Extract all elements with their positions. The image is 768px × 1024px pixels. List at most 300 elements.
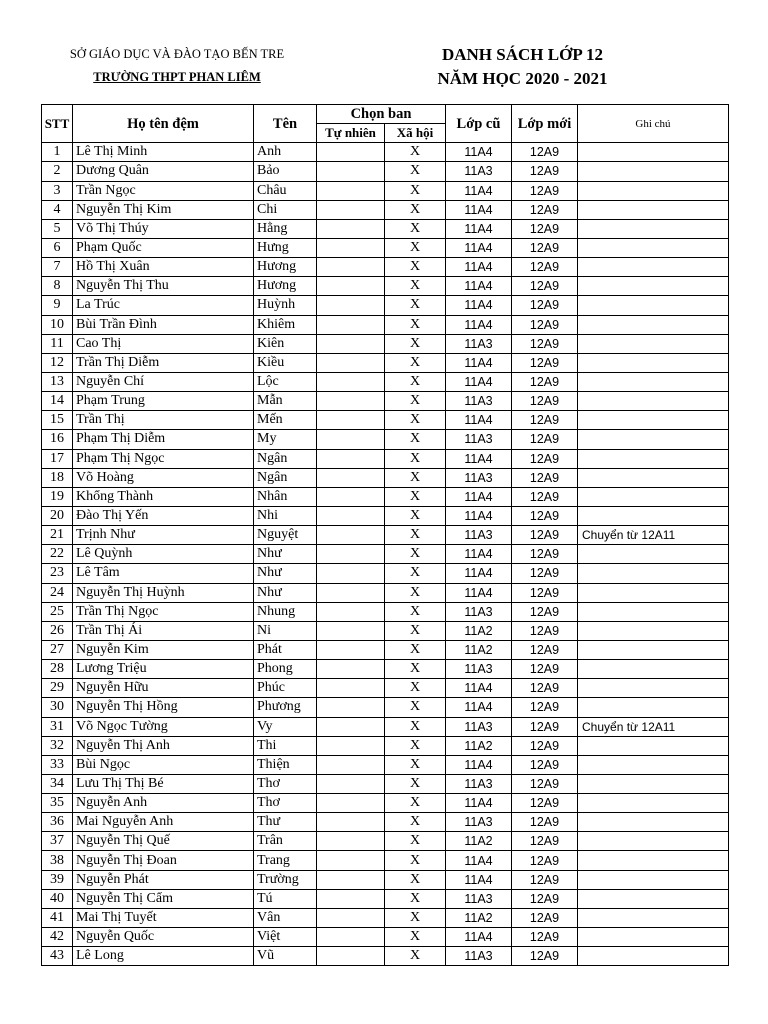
cell-surname: Trịnh Như [73,526,254,545]
cell-note [578,143,729,162]
cell-old-class: 11A3 [446,602,512,621]
cell-name: Phương [254,698,317,717]
cell-old-class: 11A3 [446,526,512,545]
cell-new-class: 12A9 [512,258,578,277]
cell-science [317,813,385,832]
cell-name: Vy [254,717,317,736]
cell-note [578,468,729,487]
cell-science [317,755,385,774]
cell-surname: Phạm Thị Diễm [73,430,254,449]
cell-surname: Nguyễn Thị Đoan [73,851,254,870]
cell-old-class: 11A4 [446,851,512,870]
cell-stt: 37 [42,832,73,851]
cell-old-class: 11A4 [446,487,512,506]
cell-science [317,238,385,257]
cell-social: X [385,468,446,487]
cell-new-class: 12A9 [512,621,578,640]
cell-stt: 40 [42,889,73,908]
cell-note [578,698,729,717]
cell-science [317,928,385,947]
cell-old-class: 11A4 [446,928,512,947]
cell-new-class: 12A9 [512,698,578,717]
cell-surname: Phạm Trung [73,392,254,411]
cell-stt: 11 [42,334,73,353]
cell-old-class: 11A4 [446,219,512,238]
school-year: NĂM HỌC 2020 - 2021 [437,69,608,88]
cell-surname: Nguyễn Thị Thu [73,277,254,296]
cell-new-class: 12A9 [512,334,578,353]
table-row [42,219,729,238]
cell-note [578,813,729,832]
cell-note [578,487,729,506]
cell-new-class: 12A9 [512,717,578,736]
cell-name: Tú [254,889,317,908]
cell-surname: Nguyễn Chí [73,372,254,391]
cell-social: X [385,296,446,315]
cell-old-class: 11A4 [446,353,512,372]
col-old-class-header: Lớp cũ [446,105,512,143]
cell-new-class: 12A9 [512,908,578,927]
cell-note [578,774,729,793]
cell-social: X [385,813,446,832]
col-stt-header: STT [42,105,73,143]
cell-name: Như [254,583,317,602]
table-row [42,353,729,372]
cell-name: Như [254,545,317,564]
table-row [42,526,729,545]
table-row [42,564,729,583]
cell-social: X [385,315,446,334]
cell-social: X [385,506,446,525]
cell-old-class: 11A4 [446,506,512,525]
cell-old-class: 11A4 [446,315,512,334]
cell-new-class: 12A9 [512,889,578,908]
table-row [42,296,729,315]
cell-name: Kiều [254,353,317,372]
cell-old-class: 11A4 [446,449,512,468]
cell-note [578,889,729,908]
table-row [42,928,729,947]
cell-stt: 7 [42,258,73,277]
cell-surname: Lê Thị Minh [73,143,254,162]
table-row [42,372,729,391]
cell-social: X [385,258,446,277]
table-row [42,583,729,602]
cell-surname: Mai Thị Tuyết [73,908,254,927]
cell-social: X [385,640,446,659]
cell-new-class: 12A9 [512,602,578,621]
cell-name: Mến [254,411,317,430]
cell-surname: Nguyễn Quốc [73,928,254,947]
cell-name: Nhung [254,602,317,621]
cell-name: Nhân [254,487,317,506]
cell-old-class: 11A4 [446,296,512,315]
cell-new-class: 12A9 [512,736,578,755]
cell-new-class: 12A9 [512,870,578,889]
cell-science [317,832,385,851]
table-row [42,698,729,717]
cell-note [578,162,729,181]
cell-stt: 26 [42,621,73,640]
cell-science [317,851,385,870]
cell-science [317,468,385,487]
cell-new-class: 12A9 [512,411,578,430]
table-row [42,392,729,411]
cell-stt: 34 [42,774,73,793]
cell-name: Trang [254,851,317,870]
cell-social: X [385,736,446,755]
cell-stt: 3 [42,181,73,200]
cell-stt: 27 [42,640,73,659]
cell-new-class: 12A9 [512,143,578,162]
cell-stt: 42 [42,928,73,947]
cell-stt: 23 [42,564,73,583]
table-row [42,832,729,851]
cell-stt: 17 [42,449,73,468]
cell-stt: 1 [42,143,73,162]
cell-social: X [385,200,446,219]
cell-stt: 36 [42,813,73,832]
cell-new-class: 12A9 [512,487,578,506]
table-row [42,315,729,334]
cell-old-class: 11A4 [446,277,512,296]
table-row [42,813,729,832]
cell-science [317,794,385,813]
table-row [42,487,729,506]
table-body [42,143,729,966]
cell-name: Ngân [254,449,317,468]
cell-new-class: 12A9 [512,813,578,832]
cell-stt: 29 [42,679,73,698]
cell-note [578,794,729,813]
cell-stt: 20 [42,506,73,525]
cell-social: X [385,487,446,506]
cell-old-class: 11A3 [446,774,512,793]
cell-name: Bảo [254,162,317,181]
cell-stt: 2 [42,162,73,181]
col-name-header: Tên [254,105,317,143]
cell-science [317,143,385,162]
cell-old-class: 11A4 [446,411,512,430]
cell-science [317,315,385,334]
cell-social: X [385,162,446,181]
cell-old-class: 11A4 [446,794,512,813]
cell-surname: Nguyễn Hữu [73,679,254,698]
cell-name: Thơ [254,774,317,793]
cell-note [578,258,729,277]
cell-name: Ngân [254,468,317,487]
cell-new-class: 12A9 [512,755,578,774]
cell-surname: Nguyễn Thị Quế [73,832,254,851]
cell-surname: Nguyễn Thị Anh [73,736,254,755]
cell-note [578,602,729,621]
cell-science [317,181,385,200]
cell-old-class: 11A4 [446,372,512,391]
cell-stt: 6 [42,238,73,257]
col-group-header: Chọn ban [317,105,446,124]
cell-stt: 19 [42,487,73,506]
cell-social: X [385,583,446,602]
cell-social: X [385,181,446,200]
cell-social: X [385,947,446,966]
cell-note [578,755,729,774]
cell-social: X [385,238,446,257]
cell-note [578,200,729,219]
cell-new-class: 12A9 [512,372,578,391]
cell-old-class: 11A4 [446,698,512,717]
cell-surname: Khổng Thành [73,487,254,506]
cell-social: X [385,832,446,851]
cell-new-class: 12A9 [512,238,578,257]
cell-note [578,392,729,411]
cell-stt: 22 [42,545,73,564]
cell-science [317,717,385,736]
table-row [42,851,729,870]
cell-social: X [385,277,446,296]
cell-social: X [385,660,446,679]
cell-name: Vũ [254,947,317,966]
cell-stt: 12 [42,353,73,372]
cell-surname: Nguyễn Thị Kim [73,200,254,219]
school-name: TRƯỜNG THPT PHAN LIÊM [93,70,261,84]
cell-name: Thư [254,813,317,832]
cell-new-class: 12A9 [512,296,578,315]
cell-note [578,545,729,564]
cell-name: Thi [254,736,317,755]
cell-social: X [385,717,446,736]
department-name: SỞ GIÁO DỤC VÀ ĐÀO TẠO BẾN TRE [69,47,285,61]
cell-note [578,832,729,851]
cell-science [317,277,385,296]
cell-note [578,621,729,640]
cell-social: X [385,908,446,927]
cell-science [317,640,385,659]
cell-name: Hưng [254,238,317,257]
cell-science [317,947,385,966]
cell-note: Chuyển từ 12A11 [578,717,729,736]
cell-name: Trường [254,870,317,889]
cell-science [317,564,385,583]
cell-name: Châu [254,181,317,200]
cell-name: Thiện [254,755,317,774]
cell-stt: 30 [42,698,73,717]
cell-note [578,660,729,679]
cell-name: Mẫn [254,392,317,411]
cell-surname: Trần Thị [73,411,254,430]
cell-name: Kiên [254,334,317,353]
cell-old-class: 11A4 [446,755,512,774]
cell-surname: Bùi Trần Đình [73,315,254,334]
cell-old-class: 11A3 [446,717,512,736]
cell-stt: 15 [42,411,73,430]
cell-new-class: 12A9 [512,181,578,200]
cell-name: Hằng [254,219,317,238]
cell-old-class: 11A3 [446,430,512,449]
cell-note [578,928,729,947]
cell-old-class: 11A2 [446,832,512,851]
cell-science [317,660,385,679]
cell-name: Như [254,564,317,583]
cell-science [317,736,385,755]
cell-social: X [385,679,446,698]
cell-old-class: 11A4 [446,200,512,219]
cell-stt: 33 [42,755,73,774]
cell-science [317,774,385,793]
cell-new-class: 12A9 [512,640,578,659]
cell-social: X [385,870,446,889]
cell-name: Nguyệt [254,526,317,545]
cell-science [317,372,385,391]
table-row [42,506,729,525]
cell-note [578,372,729,391]
table-row [42,258,729,277]
table-row [42,334,729,353]
table-row [42,621,729,640]
cell-social: X [385,889,446,908]
cell-surname: Trần Thị Ngọc [73,602,254,621]
cell-science [317,296,385,315]
cell-old-class: 11A2 [446,908,512,927]
cell-note [578,449,729,468]
cell-science [317,698,385,717]
cell-stt: 14 [42,392,73,411]
cell-stt: 13 [42,372,73,391]
cell-stt: 38 [42,851,73,870]
cell-social: X [385,774,446,793]
table-row [42,277,729,296]
cell-science [317,411,385,430]
cell-new-class: 12A9 [512,774,578,793]
cell-old-class: 11A4 [446,238,512,257]
table-row [42,640,729,659]
table-row [42,449,729,468]
cell-old-class: 11A2 [446,640,512,659]
cell-new-class: 12A9 [512,277,578,296]
cell-old-class: 11A3 [446,889,512,908]
cell-stt: 18 [42,468,73,487]
cell-old-class: 11A4 [446,181,512,200]
cell-science [317,258,385,277]
cell-science [317,679,385,698]
cell-new-class: 12A9 [512,353,578,372]
table-row [42,794,729,813]
cell-note [578,238,729,257]
cell-surname: Nguyễn Thị Cẩm [73,889,254,908]
cell-stt: 21 [42,526,73,545]
cell-old-class: 11A3 [446,813,512,832]
cell-social: X [385,430,446,449]
cell-social: X [385,334,446,353]
table-row [42,181,729,200]
table-row [42,679,729,698]
table-row [42,411,729,430]
cell-surname: Võ Ngọc Tường [73,717,254,736]
cell-name: Anh [254,143,317,162]
table-row [42,430,729,449]
cell-new-class: 12A9 [512,928,578,947]
cell-surname: Cao Thị [73,334,254,353]
cell-stt: 8 [42,277,73,296]
cell-name: Huỳnh [254,296,317,315]
table-row [42,200,729,219]
cell-new-class: 12A9 [512,449,578,468]
cell-social: X [385,545,446,564]
cell-stt: 43 [42,947,73,966]
cell-old-class: 11A4 [446,870,512,889]
cell-old-class: 11A3 [446,162,512,181]
cell-name: Thơ [254,794,317,813]
cell-social: X [385,621,446,640]
cell-note [578,411,729,430]
cell-science [317,870,385,889]
cell-social: X [385,755,446,774]
cell-science [317,219,385,238]
cell-old-class: 11A3 [446,392,512,411]
cell-new-class: 12A9 [512,583,578,602]
cell-stt: 35 [42,794,73,813]
cell-social: X [385,526,446,545]
cell-new-class: 12A9 [512,794,578,813]
cell-stt: 9 [42,296,73,315]
cell-note [578,315,729,334]
cell-stt: 4 [42,200,73,219]
cell-science [317,487,385,506]
cell-social: X [385,851,446,870]
cell-new-class: 12A9 [512,468,578,487]
cell-new-class: 12A9 [512,162,578,181]
cell-science [317,908,385,927]
cell-note [578,736,729,755]
cell-stt: 28 [42,660,73,679]
cell-new-class: 12A9 [512,200,578,219]
col-science-header: Tự nhiên [317,124,385,143]
cell-old-class: 11A4 [446,545,512,564]
cell-science [317,334,385,353]
cell-social: X [385,219,446,238]
cell-surname: Trần Thị Ái [73,621,254,640]
cell-new-class: 12A9 [512,679,578,698]
cell-old-class: 11A3 [446,334,512,353]
table-row [42,143,729,162]
cell-surname: Nguyễn Thị Huỳnh [73,583,254,602]
cell-new-class: 12A9 [512,947,578,966]
cell-science [317,162,385,181]
cell-science [317,353,385,372]
cell-old-class: 11A4 [446,564,512,583]
cell-science [317,602,385,621]
table-row [42,468,729,487]
cell-note [578,679,729,698]
col-new-class-header: Lớp mới [512,105,578,143]
cell-surname: Phạm Thị Ngọc [73,449,254,468]
cell-note [578,640,729,659]
table-row [42,774,729,793]
cell-surname: Võ Thị Thúy [73,219,254,238]
col-social-header: Xã hội [385,124,446,143]
cell-social: X [385,449,446,468]
cell-name: Vân [254,908,317,927]
table-row [42,947,729,966]
cell-social: X [385,698,446,717]
cell-name: Hương [254,277,317,296]
cell-stt: 41 [42,908,73,927]
table-row [42,238,729,257]
table-row [42,736,729,755]
cell-new-class: 12A9 [512,526,578,545]
cell-surname: Phạm Quốc [73,238,254,257]
cell-old-class: 11A4 [446,583,512,602]
table-header [42,105,729,143]
